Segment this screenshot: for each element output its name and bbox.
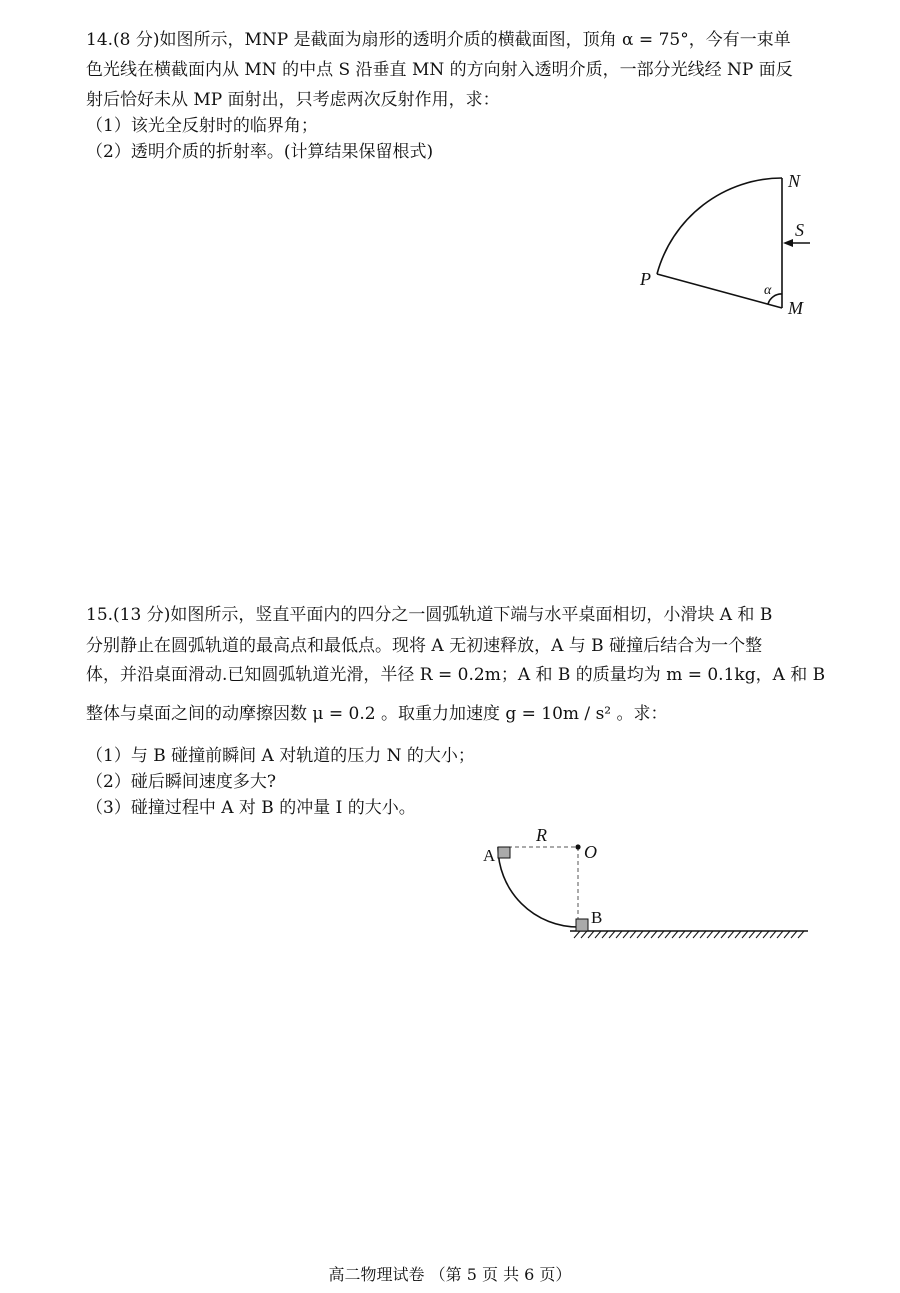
- q15-line-2: 分别静止在圆弧轨道的最高点和最低点。现将 A 无初速释放，A 与 B 碰撞后结合为一个整: [86, 636, 763, 656]
- q14-sub-question-2: （2）透明介质的折射率。(计算结果保留根式): [86, 142, 434, 162]
- label-a: A: [483, 846, 496, 865]
- label-r: R: [536, 825, 547, 845]
- q15-line-1: 15.(13 分)如图所示，竖直平面内的四分之一圆弧轨道下端与水平桌面相切，小滑块 A 和 B: [86, 605, 773, 625]
- label-s: S: [795, 220, 804, 240]
- q15-sub-question-1: （1）与 B 碰撞前瞬间 A 对轨道的压力 N 的大小；: [86, 746, 475, 766]
- q14-line-2: 色光线在横截面内从 MN 的中点 S 沿垂直 MN 的方向射入透明介质，一部分光线经 NP 面反: [86, 60, 793, 80]
- label-n: N: [788, 171, 801, 191]
- sector-arc-np: [657, 178, 782, 274]
- q15-sub-question-2: （2）碰后瞬间速度多大?: [86, 772, 276, 792]
- label-p: P: [640, 269, 651, 289]
- label-o: O: [584, 842, 597, 862]
- incident-ray-arrowhead: [783, 239, 793, 247]
- label-b: B: [591, 908, 603, 927]
- label-alpha: α: [764, 283, 772, 298]
- page-footer: 高二物理试卷 （第 5 页 共 6 页）: [328, 1265, 572, 1284]
- label-m: M: [788, 298, 803, 318]
- q15-line-4: 整体与桌面之间的动摩擦因数 μ = 0.2 。取重力加速度 g = 10m / s² 。求：: [86, 704, 668, 724]
- q15-sub-question-3: （3）碰撞过程中 A 对 B 的冲量 I 的大小。: [86, 798, 416, 818]
- q15-line-3: 体，并沿桌面滑动.已知圆弧轨道光滑，半径 R = 0.2m；A 和 B 的质量均为 m = 0.1kg，A 和 B: [86, 665, 826, 685]
- q14-line-1: 14.(8 分)如图所示，MNP 是截面为扇形的透明介质的横截面图，顶角 α = 75°，今有一束单: [86, 30, 791, 50]
- q14-sub-question-1: （1）该光全反射时的临界角；: [86, 116, 318, 136]
- q14-line-3: 射后恰好未从 MP 面射出，只考虑两次反射作用，求：: [86, 90, 500, 110]
